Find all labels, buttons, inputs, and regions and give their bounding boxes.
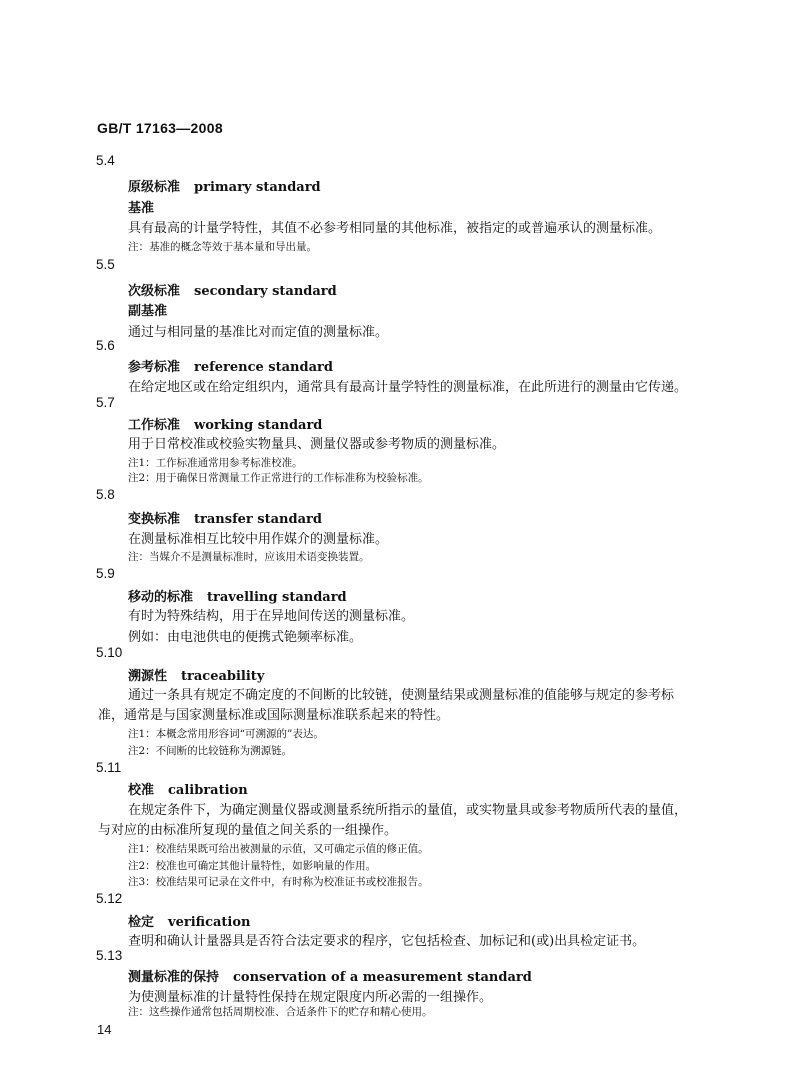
note-text: 注1：本概念常用形容词“可溯源的”表达。: [128, 728, 324, 740]
term-zh: 移动的标准: [128, 590, 194, 605]
term-en: primary standard: [194, 180, 321, 195]
term-heading: [128, 966, 532, 985]
term-zh: 变换标准: [128, 512, 181, 527]
term-en: conservation of a measurement standard: [233, 970, 532, 985]
definition-text: 用于日常校准或校验实物量具、测量仪器或参考物质的测量标准。: [128, 437, 506, 452]
clause-number: 5.4: [96, 153, 115, 168]
note-text: 注1：工作标准通常用参考标准校准。: [128, 457, 303, 469]
term-synonym: 副基准: [128, 304, 168, 319]
page-number: 14: [97, 1022, 112, 1037]
definition-text: 在给定地区或在给定组织内，通常具有最高计量学特性的测量标准，在此所进行的测量由它传递。: [128, 380, 688, 395]
term-en: verification: [168, 915, 251, 930]
clause-number: 5.11: [96, 760, 122, 775]
term-en: traceability: [181, 669, 265, 684]
term-en: secondary standard: [194, 284, 337, 299]
term-en: reference standard: [194, 360, 333, 375]
term-zh: 次级标准: [128, 284, 181, 299]
clause-number: 5.5: [96, 257, 115, 272]
term-zh: 校准: [128, 783, 155, 798]
term-zh: 测量标准的保持: [128, 970, 220, 985]
note-text: 注3：校准结果可记录在文件中，有时称为校准证书或校准报告。: [128, 876, 429, 888]
clause-number: 5.12: [96, 891, 123, 906]
term-en: travelling standard: [207, 590, 347, 605]
note-text: 注2：校准也可确定其他计量特性，如影响量的作用。: [128, 860, 377, 872]
term-zh: 工作标准: [128, 418, 181, 433]
definition-text: 通过一条具有规定不确定度的不间断的比较链，使测量结果或测量标准的值能够与规定的参考标: [128, 688, 675, 703]
standard-header: GB/T 17163—2008: [97, 120, 223, 136]
term-heading: [128, 176, 321, 195]
clause-number: 5.6: [96, 338, 115, 353]
definition-text: 具有最高的计量学特性，其值不必参考相同量的其他标准，被指定的或普遍承认的测量标准。: [128, 221, 662, 236]
definition-text: 有时为特殊结构，用于在异地间传送的测量标准。: [128, 609, 415, 624]
term-heading: [128, 779, 248, 798]
definition-text: 在规定条件下，为确定测量仪器或测量系统所指示的量值，或实物量具或参考物质所代表的量值，: [128, 803, 688, 818]
term-zh: 参考标准: [128, 360, 181, 375]
clause-number: 5.7: [96, 395, 115, 410]
clause-number: 5.13: [96, 948, 123, 963]
definition-text: 查明和确认计量器具是否符合法定要求的程序，它包括检查、加标记和(或)出具检定证书。: [128, 934, 646, 949]
term-zh: 检定: [128, 915, 155, 930]
definition-text: 在测量标准相互比较中用作媒介的测量标准。: [128, 532, 389, 547]
term-en: working standard: [194, 418, 323, 433]
clause-number: 5.8: [96, 487, 115, 502]
term-heading: [128, 665, 264, 684]
note-text: 注：基准的概念等效于基本量和导出量。: [128, 241, 317, 253]
definition-text: 准，通常是与国家测量标准或国际测量标准联系起来的特性。: [98, 708, 450, 723]
term-en: transfer standard: [194, 512, 322, 527]
term-heading: [128, 911, 250, 930]
clause-number: 5.10: [96, 645, 123, 660]
definition-text: 为使测量标准的计量特性保持在规定限度内所必需的一组操作。: [128, 990, 493, 1005]
note-text: 注：这些操作通常包括周期校准、合适条件下的贮存和精心使用。: [128, 1006, 433, 1018]
term-heading: [128, 280, 337, 299]
term-zh: 溯源性: [128, 669, 168, 684]
term-heading: [128, 586, 347, 605]
term-heading: [128, 508, 322, 527]
definition-text: 通过与相同量的基准比对而定值的测量标准。: [128, 325, 389, 340]
definition-text: 与对应的由标准所复现的量值之间关系的一组操作。: [98, 823, 398, 838]
term-heading: [128, 414, 322, 433]
term-synonym: 基准: [128, 201, 155, 216]
term-en: calibration: [168, 783, 248, 798]
note-text: 注2：用于确保日常测量工作正常进行的工作标准称为校验标准。: [128, 472, 429, 484]
clause-number: 5.9: [96, 566, 115, 581]
example-text: 例如：由电池供电的便携式铯频率标准。: [128, 630, 363, 645]
note-text: 注：当媒介不是测量标准时，应该用术语变换装置。: [128, 551, 370, 563]
note-text: 注1：校准结果既可给出被测量的示值，又可确定示值的修正值。: [128, 843, 429, 855]
note-text: 注2：不间断的比较链称为溯源链。: [128, 745, 293, 757]
term-zh: 原级标准: [128, 180, 181, 195]
term-heading: [128, 356, 333, 375]
